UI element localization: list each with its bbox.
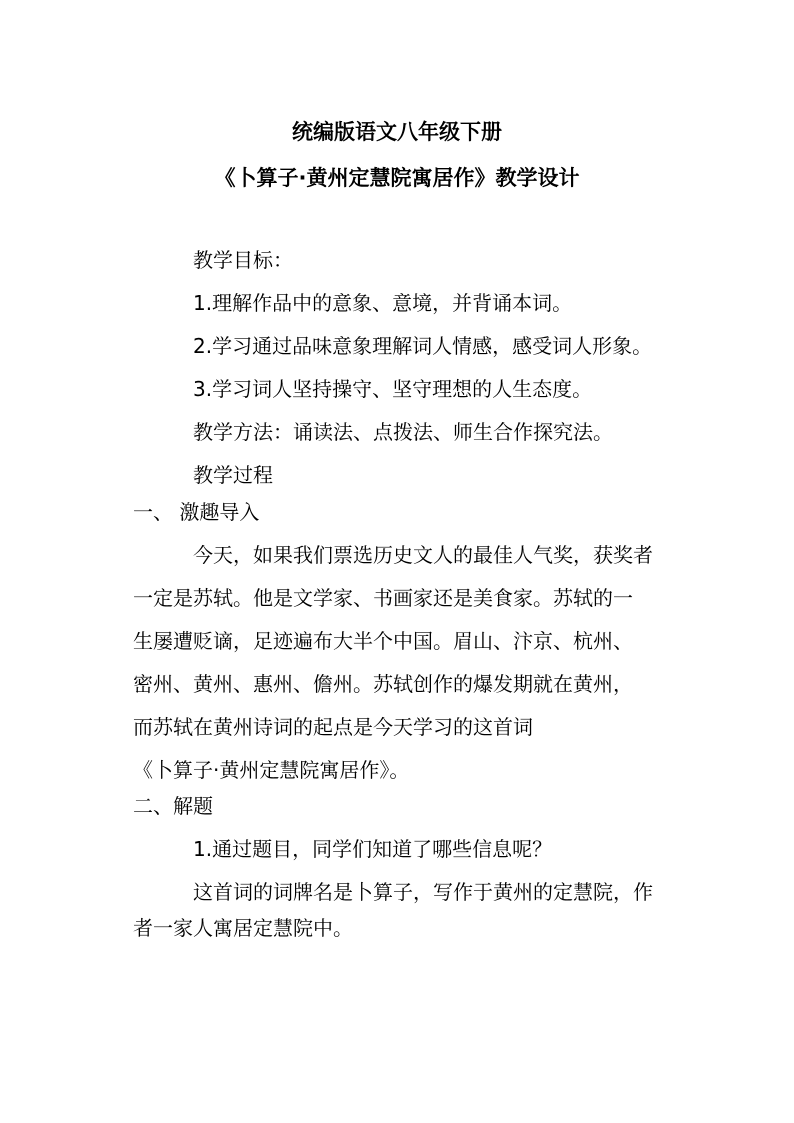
section-heading-objectives: 教学目标： [193, 248, 293, 272]
body-text-line: 密州、黄州、惠州、儋州。苏轼创作的爆发期就在黄州， [133, 672, 633, 696]
section-heading-process: 教学过程 [193, 463, 273, 487]
body-text-line: 者一家人寓居定慧院中。 [133, 916, 353, 940]
objective-item: 1.理解作品中的意象、意境，并背诵本词。 [193, 291, 573, 315]
document-title-series: 统编版语文八年级下册 [292, 120, 502, 144]
body-text-line: 今天，如果我们票选历史文人的最佳人气奖，获奖者 [193, 543, 653, 567]
body-text-line: 而苏轼在黄州诗词的起点是今天学习的这首词 [133, 715, 533, 739]
body-text-line: 《卜算子·黄州定慧院寓居作》。 [133, 758, 410, 782]
body-text-line: 生屡遭贬谪，足迹遍布大半个中国。眉山、汴京、杭州、 [133, 629, 633, 653]
objective-item: 3.学习词人坚持操守、坚守理想的人生态度。 [193, 377, 593, 401]
body-text-line: 一定是苏轼。他是文学家、书画家还是美食家。苏轼的一 [133, 586, 633, 610]
objective-item: 2.学习通过品味意象理解词人情感，感受词人形象。 [193, 334, 653, 358]
body-text-line: 这首词的词牌名是卜算子，写作于黄州的定慧院，作 [193, 880, 653, 904]
document-title-main: 《卜算子·黄州定慧院寓居作》教学设计 [214, 166, 580, 190]
subsection-heading-title-analysis: 二、解题 [133, 794, 213, 818]
subsection-heading-intro: 一、 激趣导入 [133, 500, 260, 524]
teaching-methods: 教学方法：诵读法、点拨法、师生合作探究法。 [193, 420, 613, 444]
question-item: 1.通过题目，同学们知道了哪些信息呢？ [193, 837, 553, 861]
